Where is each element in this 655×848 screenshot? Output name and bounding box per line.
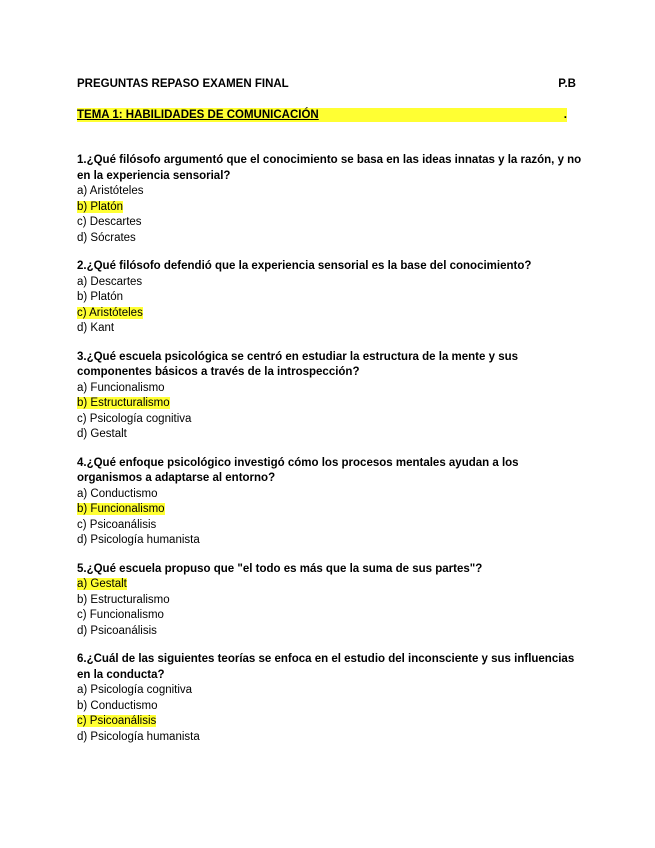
- answer-option: [77, 290, 582, 306]
- question-text: 2.¿Qué filósofo defendió que la experiencia sensorial es la base del conocimiento?: [77, 260, 532, 272]
- option-label: d) Psicoanálisis: [77, 624, 157, 637]
- document-title: PREGUNTAS REPASO EXAMEN FINAL: [77, 78, 289, 90]
- topic-heading: [77, 108, 567, 122]
- answer-option-correct: [77, 577, 582, 593]
- answer-option: [77, 730, 582, 746]
- option-label: d) Sócrates: [77, 231, 136, 244]
- option-label: c) Psicología cognitiva: [77, 412, 192, 425]
- option-label: c) Descartes: [77, 216, 142, 228]
- topic-end-mark: .: [563, 109, 567, 121]
- question-text: 4.¿Qué enfoque psicológico investigó cómo los procesos mentales ayudan a los organismos a adaptarse al entorno?: [77, 456, 519, 484]
- document-header: [77, 78, 576, 94]
- answer-option-correct: [77, 502, 582, 518]
- answer-option-correct: [77, 396, 582, 412]
- question-block: [77, 456, 582, 549]
- option-label: a) Conductismo: [77, 487, 158, 500]
- option-label: c) Psicoanálisis: [77, 518, 157, 531]
- topic-label: TEMA 1: HABILIDADES DE COMUNICACIÓN: [77, 109, 319, 121]
- answer-option: [77, 184, 582, 200]
- answer-option: [77, 231, 582, 247]
- question-text: 5.¿Qué escuela propuso que "el todo es más que la suma de sus partes"?: [77, 562, 483, 575]
- question-block: [77, 562, 582, 640]
- answer-option: [77, 593, 582, 609]
- answer-option-correct: [77, 200, 582, 216]
- option-label: b) Estructuralismo: [77, 397, 170, 409]
- answer-option: [77, 275, 582, 291]
- option-label: b) Conductismo: [77, 699, 158, 712]
- question-text: 1.¿Qué filósofo argumentó que el conocimiento se basa en las ideas innatas y la razón, y no en la experiencia sensorial?: [77, 154, 582, 182]
- option-label: b) Estructuralismo: [77, 593, 170, 606]
- answer-option: [77, 321, 582, 337]
- option-label: a) Psicología cognitiva: [77, 684, 193, 696]
- answer-option-correct: [77, 306, 582, 322]
- option-label: c) Funcionalismo: [77, 609, 164, 621]
- option-label: a) Descartes: [77, 275, 143, 288]
- option-label: b) Platón: [77, 291, 124, 303]
- answer-option: [77, 533, 582, 549]
- answer-option: [77, 624, 582, 640]
- option-label: d) Gestalt: [77, 428, 127, 440]
- option-label: a) Aristóteles: [77, 185, 144, 197]
- option-label: c) Psicoanálisis: [77, 715, 157, 727]
- question-block: [77, 153, 582, 246]
- answer-option: [77, 518, 582, 534]
- answer-option: [77, 608, 582, 624]
- option-label: b) Funcionalismo: [77, 503, 165, 515]
- question-block: [77, 259, 582, 337]
- option-label: c) Aristóteles: [77, 306, 143, 319]
- answer-option: [77, 487, 582, 503]
- option-label: d) Psicología humanista: [77, 730, 200, 743]
- answer-option: [77, 683, 582, 699]
- question-block: [77, 350, 582, 443]
- answer-option: [77, 215, 582, 231]
- option-label: a) Funcionalismo: [77, 381, 165, 394]
- question-list: [77, 153, 582, 758]
- answer-option: [77, 412, 582, 428]
- answer-option-correct: [77, 714, 582, 730]
- question-block: [77, 652, 582, 745]
- option-label: d) Kant: [77, 322, 115, 334]
- question-text: 3.¿Qué escuela psicológica se centró en estudiar la estructura de la mente y sus componentes básicos a través de la introspección?: [77, 350, 519, 378]
- answer-option: [77, 699, 582, 715]
- question-text: 6.¿Cuál de las siguientes teorías se enfoca en el estudio del inconsciente y sus influencias en la conducta?: [77, 653, 575, 681]
- option-label: b) Platón: [77, 200, 124, 213]
- option-label: d) Psicología humanista: [77, 534, 200, 546]
- author-initials: P.B: [558, 78, 576, 90]
- answer-option: [77, 381, 582, 397]
- option-label: a) Gestalt: [77, 578, 127, 590]
- answer-option: [77, 427, 582, 443]
